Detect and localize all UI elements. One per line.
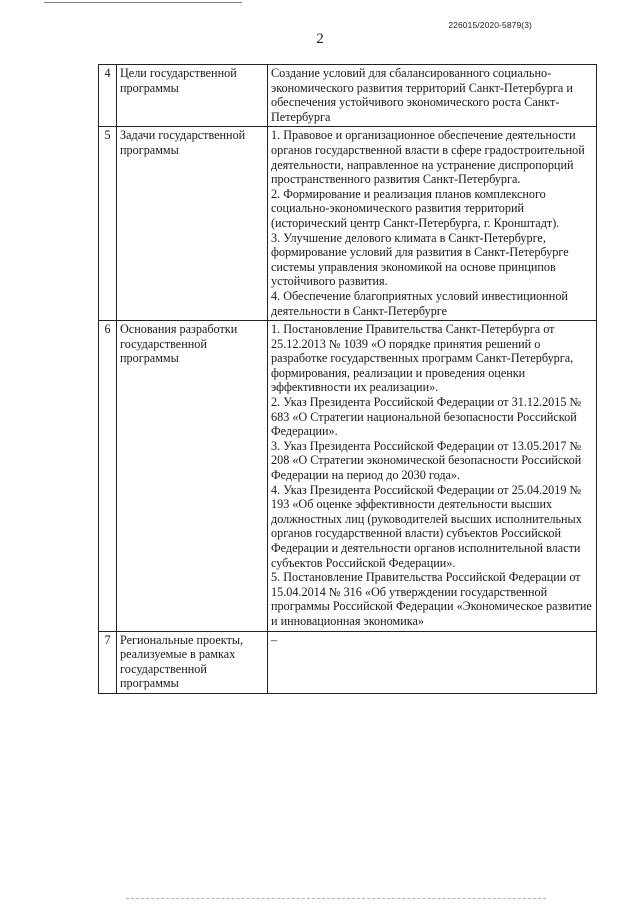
content-paragraph: 4. Указ Президента Российской Федерации от 25.04.2019 № 193 «Об оценке эффективности деятельности высших должностных лиц (руководителей высших исполнительных органов государственной власти) субъектов Российской Федерации и деятельности органов исполнительной власти субъектов Российской Федерации».	[271, 482, 582, 570]
content-paragraph: 4. Обеспечение благоприятных условий инвестиционной деятельности в Санкт-Петербурге	[271, 288, 568, 318]
row-number: 6	[99, 321, 117, 631]
table-row	[99, 321, 597, 631]
content-paragraph: Создание условий для сбалансированного социально-экономического развития территорий Санкт-Петербурга и обеспечения устойчивого экономического роста Санкт-Петербурга	[271, 66, 573, 124]
content-paragraph: 2. Указ Президента Российской Федерации от 31.12.2015 № 683 «О Стратегии национальной безопасности Российской Федерации».	[271, 395, 582, 439]
row-number: 5	[99, 127, 117, 321]
row-title: Региональные проекты, реализуемые в рамках государственной программы	[117, 631, 268, 693]
content-paragraph: 2. Формирование и реализация планов комплексного социально-экономического развития территорий (исторический центр Санкт-Петербурга, г. Кронштадт).	[271, 186, 560, 230]
row-title: Основания разработки государственной программы	[117, 321, 268, 631]
row-content	[268, 127, 597, 321]
content-paragraph: 1. Правовое и организационное обеспечение деятельности органов государственной власти в сфере градостроительной деятельности, направленное на устранение диспропорций пространственного развития Санкт-Петербурга.	[271, 128, 585, 187]
program-passport-table	[98, 64, 597, 694]
row-title: Задачи государственной программы	[117, 127, 268, 321]
content-paragraph: 1. Постановление Правительства Санкт-Петербурга от 25.12.2013 № 1039 «О порядке принятия решений о разработке государственных программ Санкт-Петербурга, формирования, реализации и проведения оценки эффективности их реализации».	[271, 322, 574, 395]
page-number: 2	[316, 31, 324, 47]
table-row	[99, 631, 597, 693]
content-paragraph: 3. Указ Президента Российской Федерации от 13.05.2017 № 208 «О Стратегии экономической безопасности Российской Федерации на период до 2030 года».	[271, 438, 582, 483]
content-paragraph: 5. Постановление Правительства Российской Федерации от 15.04.2014 № 316 «Об утверждении государственной программы Российской Федерации «Экономическое развитие и инновационная экономика»	[271, 570, 592, 628]
content-paragraph: 3. Улучшение делового климата в Санкт-Петербурге, формирование условий для развития в Санкт-Петербурге системы управления экономикой на основе принципов устойчивого развития.	[271, 230, 569, 289]
scan-edge-line	[126, 898, 546, 899]
row-content	[268, 65, 597, 127]
table-row	[99, 127, 597, 321]
document-code: 226015/2020-5879(3)	[448, 20, 532, 30]
row-title: Цели государственной программы	[117, 65, 268, 127]
scan-edge-line	[44, 2, 242, 3]
content-paragraph: –	[271, 632, 278, 647]
table-row	[99, 65, 597, 127]
row-content	[268, 321, 597, 631]
row-number: 4	[99, 65, 117, 127]
row-number: 7	[99, 631, 117, 693]
row-content	[268, 631, 597, 693]
